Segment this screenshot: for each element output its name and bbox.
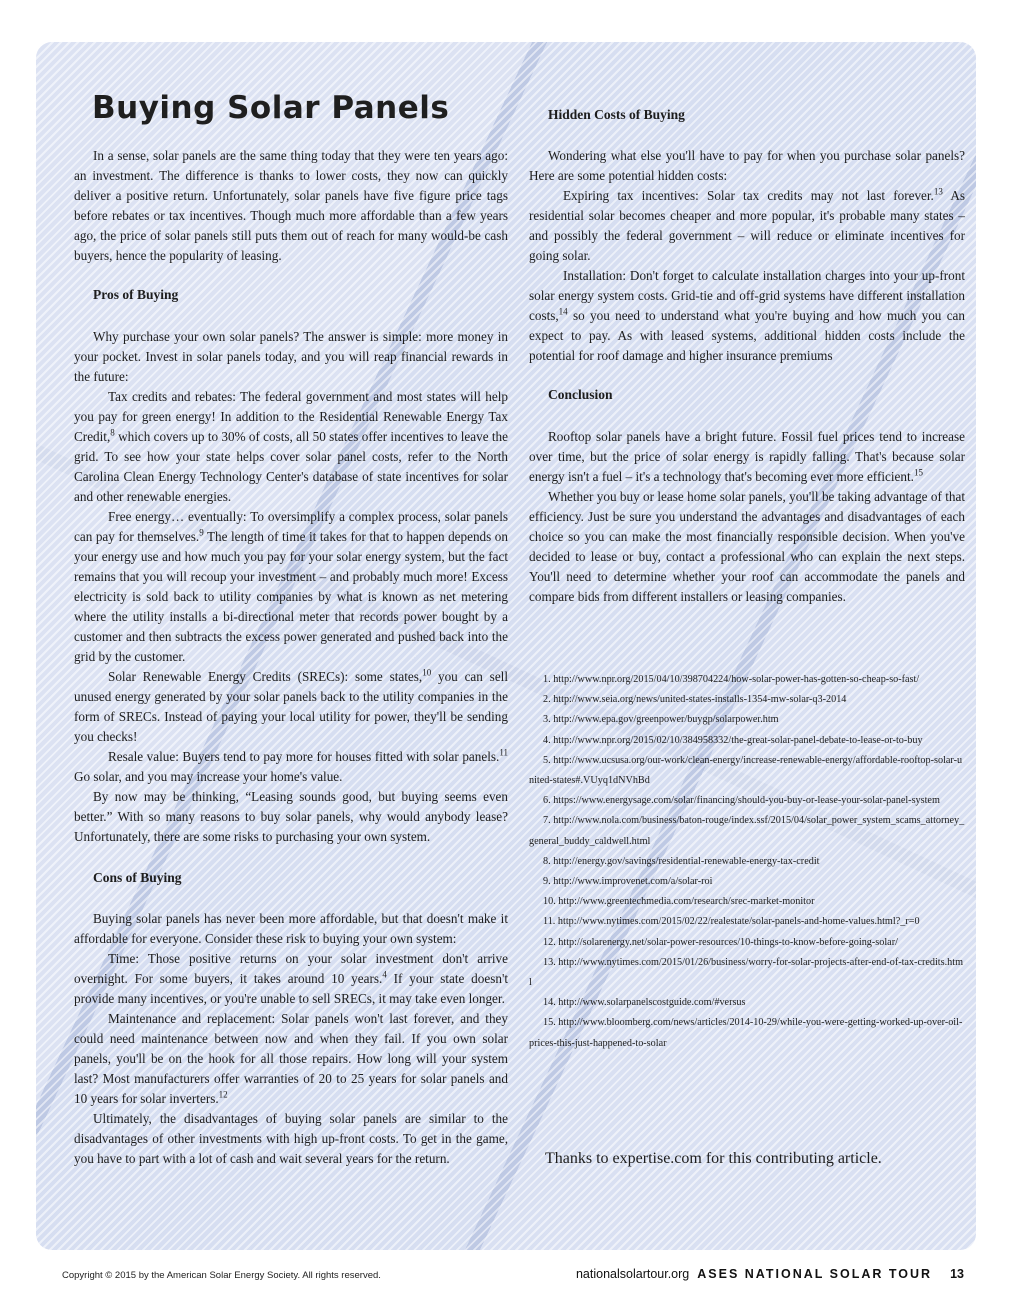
footnote: 9. http://www.improvenet.com/a/solar-roi bbox=[543, 876, 713, 888]
publication-name: ASES NATIONAL SOLAR TOUR bbox=[697, 1267, 933, 1281]
hidden-intro-paragraph: Wondering what else you'll have to pay for when you purchase solar panels? Here are some potential hidden costs: bbox=[529, 148, 965, 183]
footnote: 8. http://energy.gov/savings/residential-renewable-energy-tax-credit bbox=[543, 855, 820, 867]
footnote: 2. http://www.seia.org/news/united-states-installs-1354-mw-solar-q3-2014 bbox=[543, 694, 847, 706]
footnote: 7. http://www.nola.com/business/baton-rouge/index.ssf/2015/04/solar_power_system_scams_attorney_general_buddy_caldwell.html bbox=[529, 815, 965, 847]
cons-text bbox=[74, 909, 508, 1169]
footnote: 13. http://www.nytimes.com/2015/01/26/business/worry-for-solar-projects-after-end-of-tax-credits.html bbox=[529, 956, 963, 989]
footnote: 1. http://www.npr.org/2015/04/10/398704224/how-solar-power-has-gotten-so-cheap-so-fast/ bbox=[543, 674, 920, 685]
intro-text bbox=[74, 146, 508, 266]
cons-intro-paragraph: Buying solar panels has never been more affordable, but that doesn't make it affordable for everyone. Consider these risk to buying your own system: bbox=[74, 911, 508, 946]
footnote: 15. http://www.bloomberg.com/news/articles/2014-10-29/while-you-were-getting-worked-up-over-oil-prices-this-just-happened-to-solar bbox=[529, 1017, 963, 1049]
footnote: 10. http://www.greentechmedia.com/research/srec-market-monitor bbox=[543, 896, 815, 908]
time-paragraph: Time: Those positive returns on your solar investment don't arrive overnight. For some buyers, it takes around 10 years.$^4$ If your state doesn't provide many incentives, or you're unable to sell SRECs, it may take even longer. bbox=[74, 951, 508, 1006]
expiring-incentives-paragraph: Expiring tax incentives: Solar tax credits may not last forever.$^{13}$ As residential solar becomes cheaper and more popular, it's probable many states – and possibly the federal government – will reduce or eliminate incentives for going solar. bbox=[529, 186, 965, 263]
thanks-note: Thanks to expertise.com for this contributing article. bbox=[545, 1150, 882, 1167]
footnote: 14. http://www.solarpanelscostguide.com/#versus bbox=[543, 997, 746, 1009]
pros-text bbox=[74, 327, 508, 847]
srec-paragraph: Solar Renewable Energy Credits (SRECs): some states,$^{10}$ you can sell unused energy generated by your solar panels back to the utility companies in the form of SRECs. Instead of paying your local utility for power, they'll be sending you checks! bbox=[74, 667, 508, 744]
footnote: 11. http://www.nytimes.com/2015/02/22/realestate/solar-panels-and-home-values.html?_r=0 bbox=[543, 916, 920, 928]
resale-paragraph: Resale value: Buyers tend to pay more for houses fitted with solar panels.$^{11}$ Go solar, and you may increase your home's value. bbox=[74, 747, 508, 784]
whether-paragraph: Whether you buy or lease home solar panels, you'll be taking advantage of that efficiency. Just be sure you understand the advantages and disadvantages of each choice so you can make the most financially responsible decision. When you've decided to lease or buy, contact a professional who can explain the next steps. You'll need to determine whether your roof can accommodate the panels and compare bids from different installers or leasing companies. bbox=[529, 489, 965, 604]
conclusion-text bbox=[529, 427, 965, 607]
by-now-paragraph: By now may be thinking, “Leasing sounds good, but buying seems even better.” With so many reasons to buy solar panels, why would anybody lease? Unfortunately, there are some risks to purchasing your own system. bbox=[74, 789, 508, 844]
footnote: 5. http://www.ucsusa.org/our-work/clean-energy/increase-renewable-energy/affordable-rooftop-solar-united-states#.VUyq1dNVhBd bbox=[529, 754, 963, 787]
free-energy-paragraph: Free energy… eventually: To oversimplify a complex process, solar panels can pay for themselves.$^9$ The length of time it takes for that to happen depends on your energy use and how much you pay for your solar energy system, but the fact remains that you will recoup your investment – and probably much more! Excess electricity is sold back to utility companies by what is known as net metering where the utility installs a bi-directional meter that records power bought by a customer and then subtracts the excess power generated and pushed back into the grid by the customer. bbox=[74, 509, 508, 664]
page-number: 13 bbox=[950, 1267, 964, 1281]
article-panel bbox=[36, 42, 976, 1250]
copyright-text: Copyright © 2015 by the American Solar Energy Society. All rights reserved. bbox=[62, 1270, 381, 1281]
intro-paragraph: In a sense, solar panels are the same thing today that they were ten years ago: an investment. The difference is thanks to lower costs, they now can quickly deliver a positive return. Unfortunately, solar panels have five figure price tags before rebates or tax incentives. Though much more affordable than a few years ago, the price of solar panels still puts them out of reach for many would-be cash buyers, hence the popularity of leasing. bbox=[74, 148, 508, 263]
tax-credits-paragraph: Tax credits and rebates: The federal government and most states will help you pay for green energy! In addition to the Residential Renewable Energy Tax Credit,$^8$ which covers up to 30% of costs, all 50 states offer incentives to leave the grid. To see how your state helps cover solar panel costs, refer to the North Carolina Clean Energy Technology Center's database of state incentives for solar and other renewable energies. bbox=[74, 389, 508, 504]
footnote: 4. http://www.npr.org/2015/02/10/384958332/the-great-solar-panel-debate-to-lease-or-to-buy bbox=[543, 734, 923, 746]
site-url: nationalsolartour.org bbox=[575, 1267, 690, 1281]
footnote: 3. http://www.epa.gov/greenpower/buygp/solarpower.htm bbox=[543, 714, 779, 726]
conclusion-heading: Conclusion bbox=[548, 387, 613, 402]
footnote: 12. http://solarenergy.net/solar-power-resources/10-things-to-know-before-going-solar/ bbox=[543, 936, 898, 948]
hidden-costs-text bbox=[529, 146, 965, 366]
footnote: 6. https://www.energysage.com/solar/financing/should-you-buy-or-lease-your-solar-panel-system bbox=[543, 795, 940, 807]
cons-heading: Cons of Buying bbox=[93, 870, 182, 885]
maintenance-paragraph: Maintenance and replacement: Solar panels won't last forever, and they could need maintenance between now and when they fail. If you own solar panels, you'll be on the hook for all those repairs. How long will your system last? Most manufacturers offer warranties of 20 to 25 years for solar panels and 10 years for solar inverters.$^{12}$ bbox=[74, 1011, 508, 1106]
installation-paragraph: Installation: Don't forget to calculate installation charges into your up-front solar energy system costs. Grid-tie and off-grid systems have different installation costs,$^{14}$ so you need to understand what you're buying and how much you can expect to pay. As with leased systems, additional hidden costs include the potential for roof damage and higher insurance premiums bbox=[529, 268, 965, 363]
article-title: Buying Solar Panels bbox=[92, 90, 450, 126]
pros-intro-paragraph: Why purchase your own solar panels? The answer is simple: more money in your pocket. Invest in solar panels today, and you will reap financial rewards in the future: bbox=[74, 329, 508, 384]
hidden-costs-heading: Hidden Costs of Buying bbox=[548, 107, 685, 122]
footnotes-list bbox=[529, 670, 965, 1054]
pros-heading: Pros of Buying bbox=[93, 287, 179, 302]
ultimately-paragraph: Ultimately, the disadvantages of buying solar panels are similar to the disadvantages of other investments with high up-front costs. To get in the game, you have to part with a lot of cash and wait several years for the return. bbox=[74, 1111, 508, 1166]
page-footer bbox=[576, 1267, 964, 1281]
conclusion-paragraph: Rooftop solar panels have a bright future. Fossil fuel prices tend to increase over time, but the price of solar energy is rapidly falling. That's because solar energy isn't a fuel – it's a technology that's becoming ever more efficient.$^{15}$ bbox=[529, 429, 965, 484]
